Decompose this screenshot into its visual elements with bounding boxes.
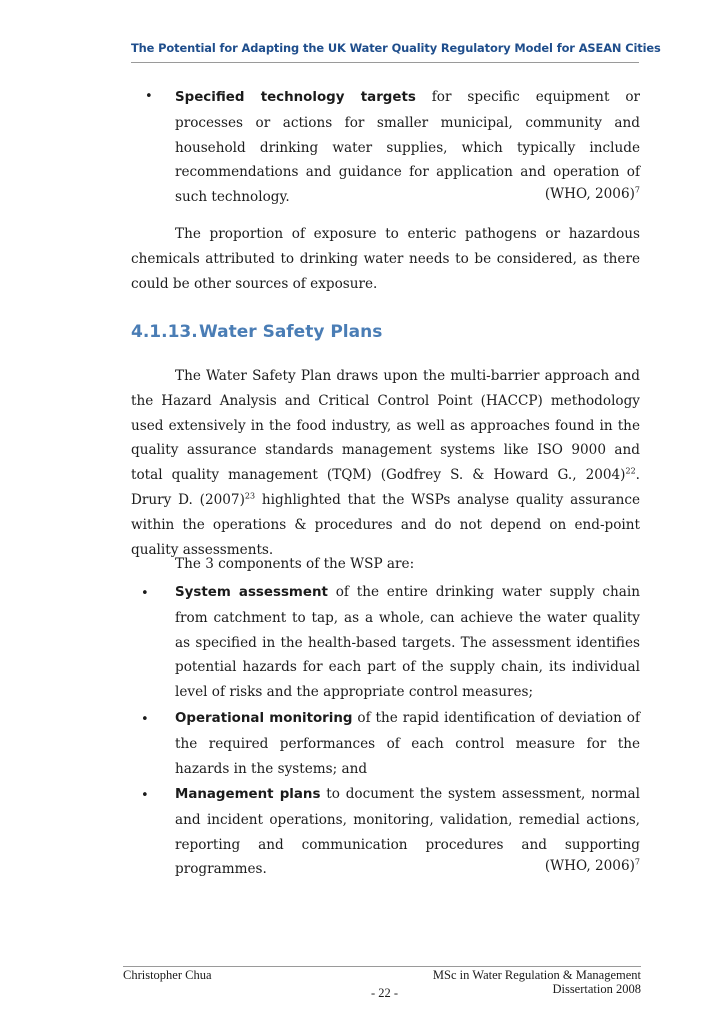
list-item-term: Operational monitoring <box>175 711 353 726</box>
section-number: 4.1.13. <box>131 322 198 342</box>
list-item-term: Management plans <box>175 787 321 802</box>
paragraph: The proportion of exposure to enteric pathogens or hazardous chemicals attributed to drinking water needs to be considered, as there could be other sources of exposure. <box>131 226 640 292</box>
list-item-system-assessment <box>175 580 640 705</box>
page-number: - 22 - <box>371 986 399 1000</box>
bullet-icon: • <box>141 586 149 601</box>
citation: (WHO, 2006)$^7$ <box>544 857 640 874</box>
header-divider <box>131 62 639 63</box>
bullet-icon: • <box>145 89 153 104</box>
list-item-text: for specific equipment or processes or actions for smaller municipal, community and household drinking water supplies, which typically include recommendations and guidance for application and operation of such technology. <box>175 89 641 206</box>
list-item-term: Specified technology targets <box>175 90 416 105</box>
bullet-icon: • <box>141 712 149 727</box>
list-item-text: of the rapid identification of deviation of the required performances of each control measure for the hazards in the systems; and <box>175 710 641 777</box>
section-title: Water Safety Plans <box>199 322 383 342</box>
list-item-operational-monitoring <box>175 706 640 781</box>
citation: (WHO, 2006)$^7$ <box>544 185 640 202</box>
list-item-text: of the entire drinking water supply chain from catchment to tap, as a whole, can achieve the water quality as specified in the health-based targets. The assessment identifies potential hazards for each part of the supply chain, its individual level of risks and the appropriate control measures; <box>175 584 640 701</box>
paragraph: The Water Safety Plan draws upon the multi-barrier approach and the Hazard Analysis and Critical Control Point (HACCP) methodology used extensively in the food industry, as well as approaches found in the quality assurance standards management systems like ISO 9000 and total quality management (TQM) (Godfrey S. & Howard G., 2004)$^{22}$. Drury D. $(2007)^{23}$ highlighted that the WSPs analyse quality assurance within the operations & procedures and do not depend on end-point quality assessments. <box>131 368 640 558</box>
footer-author: Christopher Chua <box>123 968 212 982</box>
reference-superscript: 22 <box>625 466 636 476</box>
section-heading <box>131 322 382 342</box>
list-item-text: to document the system assessment, normal and incident operations, monitoring, validation, remedial actions, reporting and communication procedures and supporting programmes. <box>175 786 640 878</box>
paragraph: The 3 components of the WSP are: <box>175 556 415 572</box>
list-item-term: System assessment <box>175 585 328 600</box>
footer-program: MSc in Water Regulation & Management Dissertation 2008 <box>432 968 641 996</box>
footer-divider <box>123 966 641 967</box>
running-header: The Potential for Adapting the UK Water Quality Regulatory Model for ASEAN Cities <box>131 41 661 55</box>
bullet-icon: • <box>141 788 149 803</box>
reference-superscript: 23 <box>244 491 256 501</box>
